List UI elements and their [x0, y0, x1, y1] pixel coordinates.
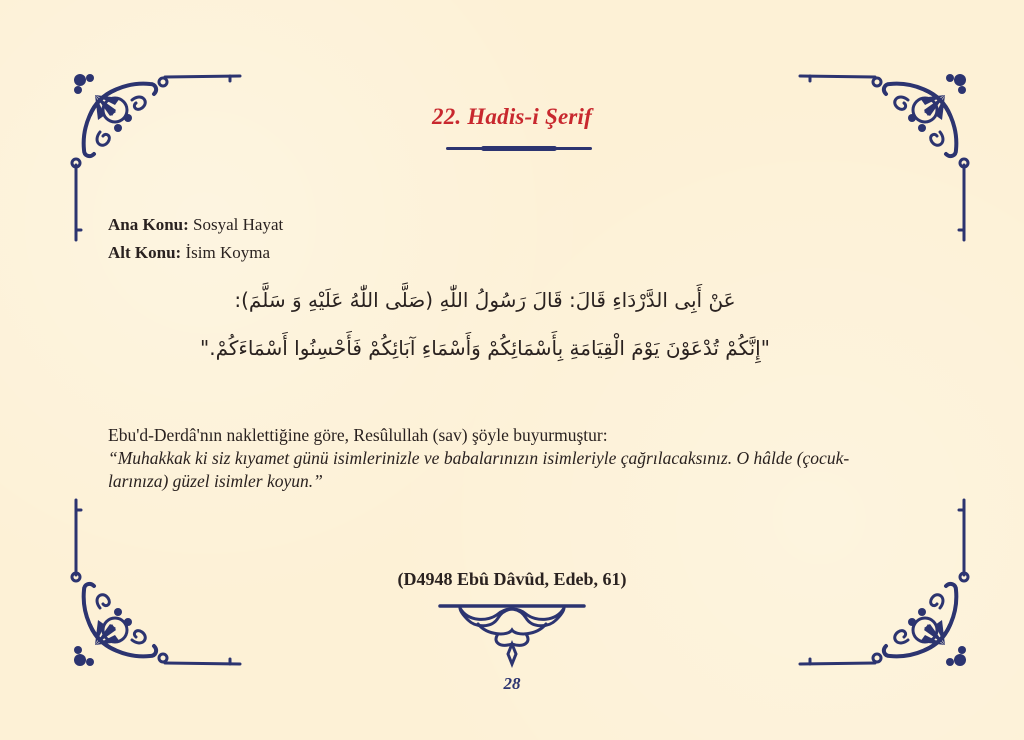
source-citation: (D4948 Ebû Dâvûd, Edeb, 61) [397, 569, 627, 589]
arabic-text-line-2: "إِنَّكُمْ تُدْعَوْنَ يَوْمَ الْقِيَامَةِ بِأَسْمَائِكُمْ وَأَسْمَاءِ آبَائِكُمْ فَأَحْسِنُوا أَسْمَاءَكُمْ." [200, 336, 770, 360]
page-number: 28 [503, 674, 521, 693]
sub-topic-label: Alt Konu: [108, 243, 182, 262]
narration-block [108, 424, 928, 493]
flourish-divider-icon [438, 600, 586, 670]
main-topic-label: Ana Konu: [108, 215, 189, 234]
narration-quote-line-2: larınıza) güzel isimler koyun.” [108, 471, 323, 491]
corner-ornament-top-right-icon [790, 70, 970, 250]
narration-quote-line-1: “Muhakkak ki siz kıyamet günü isimlerinizle ve babalarınızın isimleriyle çağrılacaksınız. O hâlde (çocuk- [108, 448, 850, 468]
title-underline-divider [446, 147, 592, 150]
sub-topic [108, 242, 270, 264]
arabic-text-line-1: عَنْ أَبِى الدَّرْدَاءِ قَالَ: قَالَ رَسُولُ اللّٰهِ (صَلَّى اللّٰهُ عَلَيْهِ وَ سَلَّمَ): [234, 288, 736, 312]
narration-intro: Ebu'd-Derdâ'nın naklettiğine göre, Resûlullah (sav) şöyle buyurmuştur: [108, 425, 608, 445]
title-underline-thick-segment [481, 146, 557, 151]
main-topic-value: Sosyal Hayat [188, 215, 284, 234]
main-topic [108, 214, 283, 236]
page-title: 22. Hadis-i Şerif [432, 104, 592, 129]
sub-topic-value: İsim Koyma [181, 243, 270, 262]
